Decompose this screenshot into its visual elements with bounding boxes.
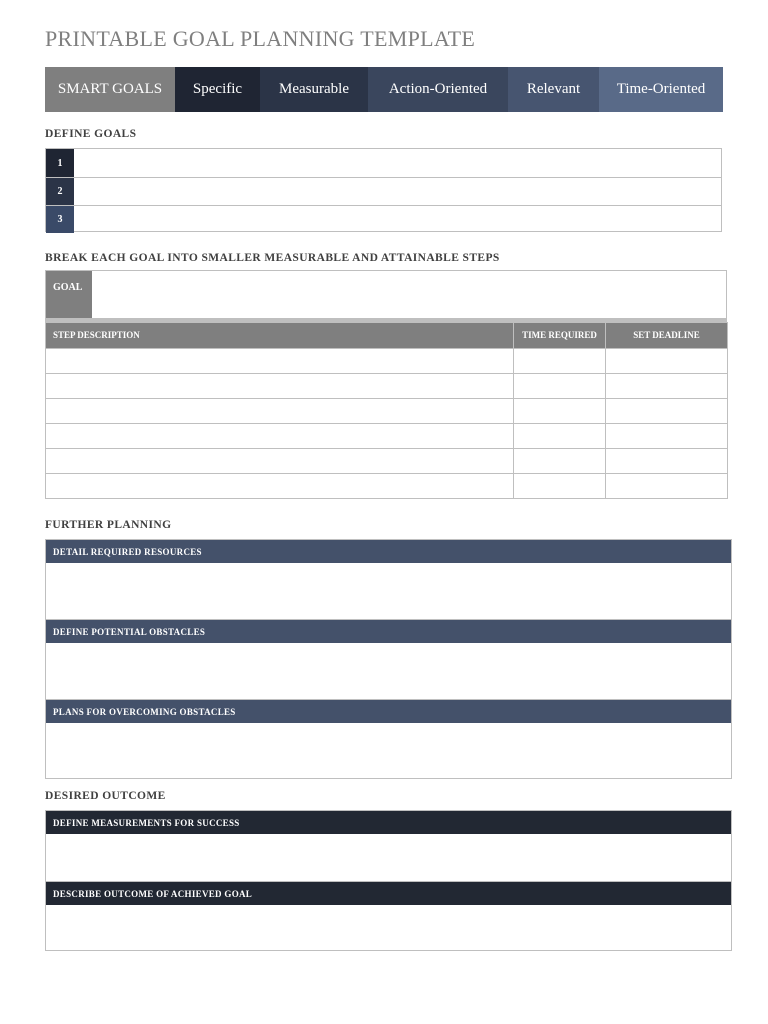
time-required-cell[interactable]	[514, 449, 606, 474]
smart-measurable: Measurable	[260, 67, 368, 112]
break-steps-heading: BREAK EACH GOAL INTO SMALLER MEASURABLE AND ATTAINABLE STEPS	[45, 252, 500, 264]
desired-outcome-panels	[45, 810, 732, 951]
time-required-cell[interactable]	[514, 474, 606, 499]
deadline-cell[interactable]	[606, 374, 728, 399]
time-required-cell[interactable]	[514, 424, 606, 449]
goal-label: GOAL	[46, 271, 92, 318]
define-goals-heading: DEFINE GOALS	[45, 128, 137, 140]
table-row	[46, 374, 728, 399]
page-title: PRINTABLE GOAL PLANNING TEMPLATE	[45, 26, 476, 51]
step-description-cell[interactable]	[46, 399, 514, 424]
column-header-time-required: TIME REQUIRED	[514, 323, 606, 349]
time-required-cell[interactable]	[514, 374, 606, 399]
steps-table-header	[46, 323, 728, 349]
step-description-cell[interactable]	[46, 449, 514, 474]
smart-time-oriented: Time-Oriented	[599, 67, 723, 112]
table-row	[46, 424, 728, 449]
table-row	[46, 349, 728, 374]
define-goals-list	[45, 148, 722, 232]
smart-goals-bar	[45, 67, 723, 112]
outcome-achieved-field[interactable]	[46, 905, 731, 950]
overcoming-obstacles-field[interactable]	[46, 723, 731, 778]
goal-number-badge: 3	[46, 206, 74, 233]
goal-field[interactable]	[45, 270, 727, 319]
step-description-cell[interactable]	[46, 424, 514, 449]
deadline-cell[interactable]	[606, 349, 728, 374]
further-planning-panels	[45, 539, 732, 779]
deadline-cell[interactable]	[606, 474, 728, 499]
table-row	[46, 449, 728, 474]
further-planning-heading: FURTHER PLANNING	[45, 519, 172, 531]
desired-outcome-heading: DESIRED OUTCOME	[45, 790, 166, 802]
smart-action-oriented: Action-Oriented	[368, 67, 508, 112]
detail-resources-field[interactable]	[46, 563, 731, 620]
step-description-cell[interactable]	[46, 349, 514, 374]
goal-row[interactable]	[46, 177, 721, 205]
measurements-success-header: DEFINE MEASUREMENTS FOR SUCCESS	[46, 811, 731, 834]
deadline-cell[interactable]	[606, 449, 728, 474]
goal-row[interactable]	[46, 205, 721, 233]
table-row	[46, 399, 728, 424]
deadline-cell[interactable]	[606, 424, 728, 449]
goal-number-badge: 1	[46, 149, 74, 177]
goal-row[interactable]	[46, 149, 721, 177]
smart-goals-label: SMART GOALS	[45, 67, 175, 112]
step-description-cell[interactable]	[46, 374, 514, 399]
column-header-set-deadline: SET DEADLINE	[606, 323, 728, 349]
smart-specific: Specific	[175, 67, 260, 112]
step-description-cell[interactable]	[46, 474, 514, 499]
goal-number-badge: 2	[46, 178, 74, 205]
time-required-cell[interactable]	[514, 349, 606, 374]
potential-obstacles-field[interactable]	[46, 643, 731, 700]
outcome-achieved-header: DESCRIBE OUTCOME OF ACHIEVED GOAL	[46, 882, 731, 905]
table-row	[46, 474, 728, 499]
time-required-cell[interactable]	[514, 399, 606, 424]
measurements-success-field[interactable]	[46, 834, 731, 882]
detail-resources-header: DETAIL REQUIRED RESOURCES	[46, 540, 731, 563]
potential-obstacles-header: DEFINE POTENTIAL OBSTACLES	[46, 620, 731, 643]
column-header-step-description: STEP DESCRIPTION	[46, 323, 514, 349]
overcoming-obstacles-header: PLANS FOR OVERCOMING OBSTACLES	[46, 700, 731, 723]
deadline-cell[interactable]	[606, 399, 728, 424]
smart-relevant: Relevant	[508, 67, 599, 112]
steps-table	[45, 322, 728, 499]
